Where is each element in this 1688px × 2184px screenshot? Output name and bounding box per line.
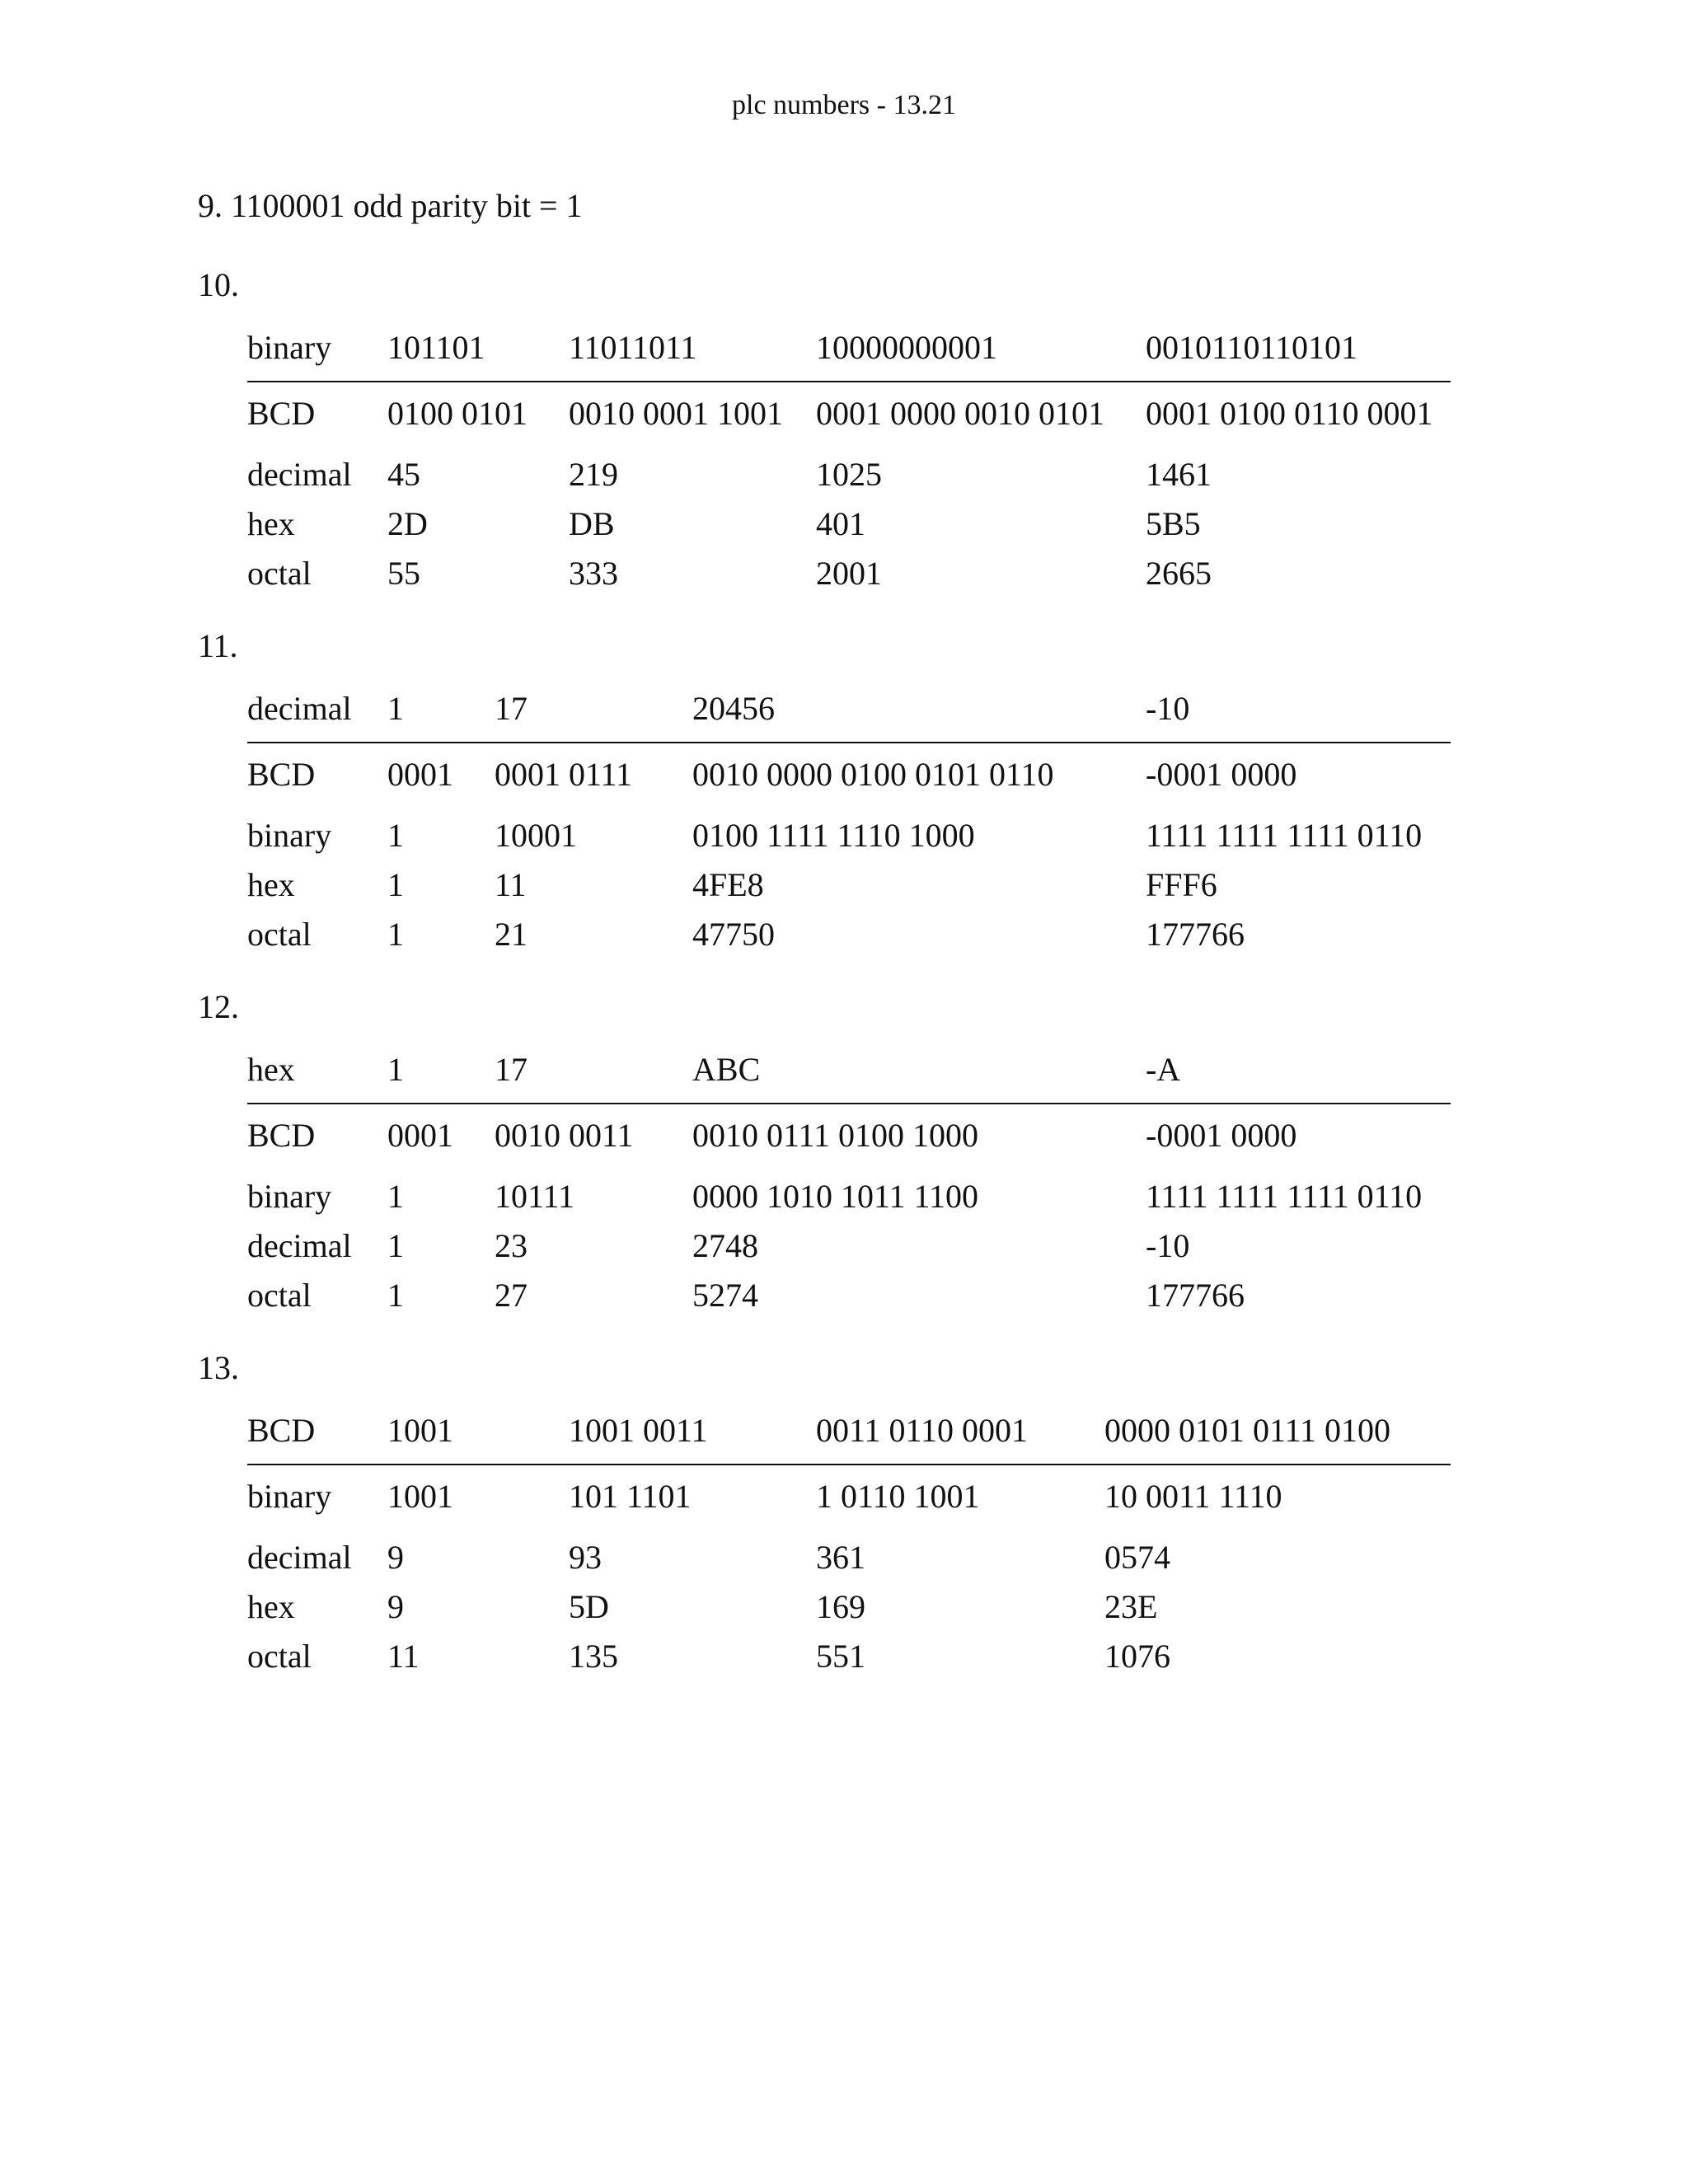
table-cell: -0001 0000: [1146, 756, 1297, 793]
header-cell: 1001 0011: [569, 1411, 816, 1465]
table-row: [247, 455, 1451, 504]
header-cell: decimal: [247, 689, 387, 743]
table-cell: 2D: [387, 505, 428, 542]
row-label: BCD: [247, 395, 316, 432]
table-cell: 1: [387, 866, 404, 903]
header-cell: -A: [1146, 1050, 1451, 1104]
table-header-row: [247, 689, 1451, 743]
table-cell: 1111 1111 1111 0110: [1146, 1178, 1423, 1215]
question-10-number: 10.: [198, 266, 239, 303]
table-cell: 27: [495, 1277, 528, 1314]
header-cell: hex: [247, 1050, 387, 1104]
table-cell: 0000 1010 1011 1100: [692, 1178, 979, 1215]
table-cell: 1 0110 1001: [816, 1478, 980, 1515]
table-cell: 0100 1111 1110 1000: [692, 817, 975, 854]
row-label: hex: [247, 505, 295, 542]
table-cell: 0010 0011: [495, 1117, 634, 1154]
table-cell: 11: [495, 866, 527, 903]
question-12-table: [247, 1050, 1451, 1325]
header-cell: 1: [387, 1050, 495, 1104]
table-cell: 55: [387, 555, 420, 592]
table-cell: 10001: [495, 817, 577, 854]
header-cell: 20456: [692, 689, 1146, 743]
row-label: octal: [247, 1638, 312, 1675]
table-cell: 0100 0101: [387, 395, 528, 432]
table-cell: 1: [387, 817, 404, 854]
table-cell: 0010 0000 0100 0101 0110: [692, 756, 1054, 793]
table-row: [247, 504, 1451, 554]
row-label: octal: [247, 555, 312, 592]
table-row: [247, 1226, 1451, 1276]
header-cell: 0000 0101 0111 0100: [1104, 1411, 1451, 1465]
table-cell: 0574: [1104, 1539, 1170, 1576]
table-cell: 1025: [816, 456, 882, 493]
question-11-number: 11.: [198, 627, 238, 664]
table-row: [247, 1587, 1451, 1637]
table-row: [247, 915, 1451, 964]
header-cell: -10: [1146, 689, 1451, 743]
table-row: [247, 865, 1451, 915]
row-label: binary: [247, 1478, 332, 1515]
row-label: octal: [247, 1277, 312, 1314]
table-cell: 0010 0111 0100 1000: [692, 1117, 979, 1154]
row-label: hex: [247, 1588, 295, 1625]
table-cell: 2665: [1146, 555, 1212, 592]
question-13-number: 13.: [198, 1349, 239, 1386]
row-label: hex: [247, 866, 295, 903]
table-cell: 0010 0001 1001: [569, 395, 783, 432]
table-header-row: [247, 328, 1451, 382]
table-cell: 1: [387, 916, 404, 953]
table-cell: 333: [569, 555, 618, 592]
page-header: plc numbers - 13.21: [732, 90, 956, 120]
header-cell: 11011011: [569, 328, 816, 382]
question-13-table: [247, 1411, 1451, 1686]
table-cell: 2748: [692, 1227, 758, 1264]
question-9-parity: 9. 1100001 odd parity bit = 1: [198, 187, 583, 224]
header-cell: 0011 0110 0001: [816, 1411, 1104, 1465]
table-row: [247, 1104, 1451, 1177]
table-cell: 0001: [387, 756, 453, 793]
table-cell: 101 1101: [569, 1478, 692, 1515]
header-cell: 10000000001: [816, 328, 1146, 382]
table-cell: 1: [387, 1178, 404, 1215]
row-label: BCD: [247, 756, 316, 793]
table-cell: 5D: [569, 1588, 609, 1625]
header-cell: 1001: [387, 1411, 569, 1465]
table-cell: 4FE8: [692, 866, 764, 903]
header-cell: 0010110110101: [1146, 328, 1451, 382]
table-row: [247, 1276, 1451, 1325]
table-cell: 23: [495, 1227, 528, 1264]
table-cell: 10111: [495, 1178, 575, 1215]
table-cell: FFF6: [1146, 866, 1217, 903]
table-header-row: [247, 1411, 1451, 1465]
table-cell: -10: [1146, 1227, 1190, 1264]
table-cell: 551: [816, 1638, 865, 1675]
table-cell: 1076: [1104, 1638, 1170, 1675]
table-cell: 5B5: [1146, 505, 1201, 542]
table-cell: 23E: [1104, 1588, 1158, 1625]
table-cell: 0001: [387, 1117, 453, 1154]
table-cell: DB: [569, 505, 615, 542]
table-row: [247, 1465, 1451, 1538]
table-row: [247, 1637, 1451, 1686]
row-label: binary: [247, 817, 332, 854]
header-cell: 1: [387, 689, 495, 743]
table-cell: 1: [387, 1227, 404, 1264]
question-11-table: [247, 689, 1451, 964]
table-cell: 0001 0000 0010 0101: [816, 395, 1104, 432]
table-row: [247, 1538, 1451, 1587]
table-cell: 10 0011 1110: [1104, 1478, 1282, 1515]
row-label: decimal: [247, 1539, 352, 1576]
table-row: [247, 816, 1451, 865]
header-cell: ABC: [692, 1050, 1146, 1104]
table-cell: -0001 0000: [1146, 1117, 1297, 1154]
table-cell: 1111 1111 1111 0110: [1146, 817, 1423, 854]
question-10-table: [247, 328, 1451, 603]
table-cell: 21: [495, 916, 528, 953]
header-cell: 17: [495, 689, 692, 743]
table-cell: 177766: [1146, 916, 1245, 953]
table-cell: 93: [569, 1539, 602, 1576]
table-cell: 0001 0111: [495, 756, 633, 793]
table-cell: 0001 0100 0110 0001: [1146, 395, 1433, 432]
table-header-row: [247, 1050, 1451, 1104]
table-cell: 47750: [692, 916, 775, 953]
header-cell: BCD: [247, 1411, 387, 1465]
table-cell: 1001: [387, 1478, 453, 1515]
table-cell: 135: [569, 1638, 618, 1675]
row-label: octal: [247, 916, 312, 953]
question-12-number: 12.: [198, 988, 239, 1025]
table-cell: 1461: [1146, 456, 1212, 493]
table-cell: 177766: [1146, 1277, 1245, 1314]
row-label: binary: [247, 1178, 332, 1215]
row-label: decimal: [247, 1227, 352, 1264]
table-row: [247, 382, 1451, 455]
header-cell: 101101: [387, 328, 569, 382]
table-cell: 11: [387, 1638, 420, 1675]
table-cell: 5274: [692, 1277, 758, 1314]
table-cell: 219: [569, 456, 618, 493]
table-cell: 2001: [816, 555, 882, 592]
table-cell: 169: [816, 1588, 865, 1625]
table-cell: 9: [387, 1539, 404, 1576]
row-label: BCD: [247, 1117, 316, 1154]
table-cell: 45: [387, 456, 420, 493]
table-row: [247, 1177, 1451, 1226]
table-cell: 9: [387, 1588, 404, 1625]
table-row: [247, 554, 1451, 603]
table-cell: 401: [816, 505, 865, 542]
table-cell: 361: [816, 1539, 865, 1576]
table-row: [247, 743, 1451, 816]
header-cell: binary: [247, 328, 387, 382]
row-label: decimal: [247, 456, 352, 493]
table-cell: 1: [387, 1277, 404, 1314]
header-cell: 17: [495, 1050, 692, 1104]
